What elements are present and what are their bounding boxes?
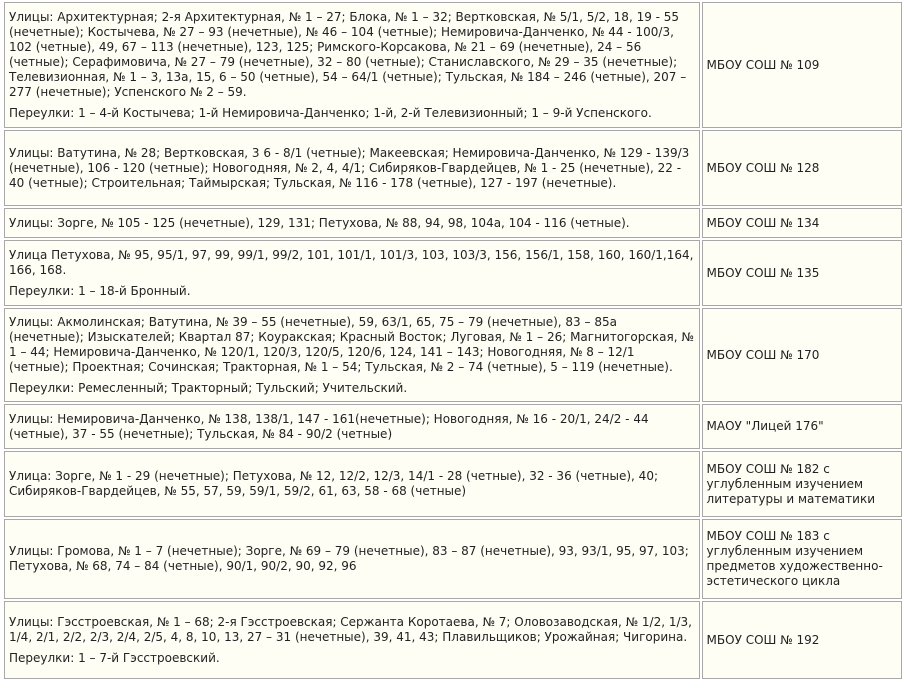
lanes-text: Переулки: Ремесленный; Тракторный; Тульский; Учительский. (9, 380, 408, 395)
table-row (4, 130, 902, 206)
table-row (4, 451, 902, 517)
lanes-text: Переулки: 1 – 18-й Бронный. (9, 283, 191, 298)
table-row (4, 519, 902, 599)
streets-cell (4, 2, 700, 128)
school-cell: МБОУ СОШ № 183 с углубленным изучением предметов художественно-эстетического цикла (702, 519, 902, 599)
school-cell: МБОУ СОШ № 170 (702, 308, 902, 402)
school-cell: МБОУ СОШ № 135 (702, 240, 902, 306)
table-body (4, 2, 902, 679)
table-row (4, 601, 902, 679)
school-cell: МБОУ СОШ № 109 (702, 2, 902, 128)
table-row (4, 2, 902, 128)
streets-cell (4, 208, 700, 238)
school-cell: МБОУ СОШ № 128 (702, 130, 902, 206)
streets-text: Улицы: Акмолинская; Ватутина, № 39 – 55 (нечетные), 59, 63/1, 65, 75 – 79 (нечетные), 83 – 85а (нечетные); Изыскателей; Квартал 87; Коуракская; Красный Восток; Луговая, № 1 – 26; Магнитогорская, № 1 – 44; Немировича-Данченко, № 120/1, 120/3, 120/5, 120/6, 124, 141 – 143; Новогодняя, № 8 – 12/1 (четные); Проектная; Сочинская; Тракторная, № 1 – 54; Тульская, № 2 – 74 (четные), 5 – 119 (нечетные). (9, 314, 694, 374)
lanes-text: Переулки: 1 – 4-й Костычева; 1-й Немировича-Данченко; 1-й, 2-й Телевизионный; 1 – 9-й Успенского. (9, 105, 652, 120)
streets-text: Улицы: Громова, № 1 – 7 (нечетные); Зорге, № 69 – 79 (нечетные), 83 – 87 (нечетные), 93, 93/1, 95, 97, 103; Петухова, № 68, 74 – 84 (четные), 90/1, 90/2, 90, 92, 96 (9, 544, 689, 573)
school-cell: МБОУ СОШ № 182 с углубленным изучением литературы и математики (702, 451, 902, 517)
school-cell: МАОУ "Лицей 176" (702, 404, 902, 449)
table-row (4, 240, 902, 306)
table-row (4, 308, 902, 402)
table-row (4, 404, 902, 449)
streets-cell (4, 519, 700, 599)
streets-cell (4, 308, 700, 402)
school-districts-table (2, 0, 904, 681)
streets-text: Улицы: Архитектурная; 2-я Архитектурная, № 1 – 27; Блока, № 1 – 32; Вертковская, № 5/1, 5/2, 18, 19 - 55 (нечетные); Костычева, № 27 – 93 (нечетные), № 46 – 104 (четные); Немировича-Данченко, № 44 - 100/3, 102 (четные), 49, 67 – 113 (нечетные), 123, 125; Римского-Корсакова, № 21 – 69 (нечетные), 24 – 56 (четные); Серафимовича, № 27 – 79 (нечетные), 32 – 80 (четные); Станиславского, № 29 – 35 (нечетные); Телевизионная, № 1 – 3, 13а, 15, 6 – 50 (четные), 54 – 64/1 (четные); Тульская, № 184 – 246 (четные), 207 – 277 (нечетные); Успенского № 2 – 59. (9, 9, 687, 99)
streets-cell (4, 130, 700, 206)
school-cell: МБОУ СОШ № 192 (702, 601, 902, 679)
streets-cell (4, 451, 700, 517)
streets-cell (4, 240, 700, 306)
streets-text: Улица Петухова, № 95, 95/1, 97, 99, 99/1, 99/2, 101, 101/1, 101/3, 103, 103/3, 156, 156/1, 158, 160, 160/1,164, 166, 168. (9, 247, 694, 277)
streets-text: Улицы: Гэсстроевская, № 1 – 68; 2-я Гэсстроевская; Сержанта Коротаева, № 7; Оловозаводская, № 1/2, 1/3, 1/4, 2/1, 2/2, 2/3, 2/4, 2/5, 4, 8, 10, 13, 27 – 31 (нечетные), 39, 41, 43; Плавильщиков; Урожайная; Чигорина. (9, 614, 692, 644)
streets-text: Улица: Зорге, № 1 - 29 (нечетные); Петухова, № 12, 12/2, 12/3, 14/1 - 28 (четные), 32 - 36 (четные), 40; Сибиряков-Гвардейцев, № 55, 57, 59, 59/1, 59/2, 61, 63, 58 - 68 (четные) (9, 469, 658, 498)
table-row (4, 208, 902, 238)
streets-text: Улицы: Ватутина, № 28; Вертковская, 3 6 - 8/1 (четные); Макеевская; Немировича-Данченко, № 129 - 139/3 (нечетные), 106 - 120 (четные); Новогодняя, № 2, 4, 4/1; Сибиряков-Гвардейцев, № 1 - 25 (нечетные), 22 - 40 (четные); Строительная; Таймырская; Тульская, № 116 - 178 (четные), 127 - 197 (нечетные). (9, 145, 690, 190)
streets-cell (4, 404, 700, 449)
streets-cell (4, 601, 700, 679)
streets-text: Улицы: Зорге, № 105 - 125 (нечетные), 129, 131; Петухова, № 88, 94, 98, 104а, 104 - 116 (четные). (9, 215, 630, 230)
streets-text: Улицы: Немировича-Данченко, № 138, 138/1, 147 - 161(нечетные); Новогодняя, № 16 - 20/1, 24/2 - 44 (четные), 37 - 55 (нечетные); Тульская, № 84 - 90/2 (четные) (9, 411, 649, 441)
school-cell: МБОУ СОШ № 134 (702, 208, 902, 238)
lanes-text: Переулки: 1 – 7-й Гэсстроевский. (9, 650, 220, 665)
